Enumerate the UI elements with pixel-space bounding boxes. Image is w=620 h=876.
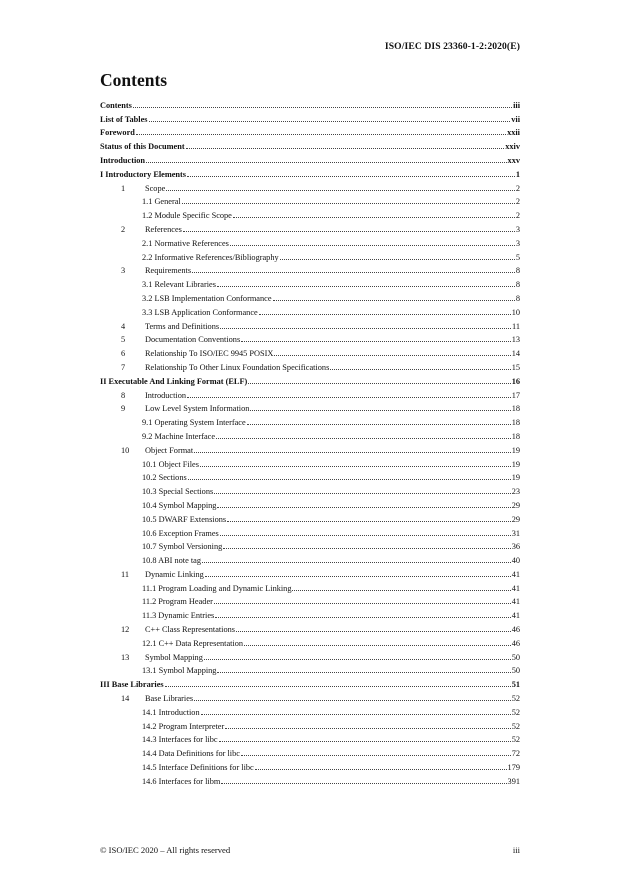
toc-entry[interactable] xyxy=(100,220,520,234)
toc-entry[interactable] xyxy=(100,262,520,276)
toc-entry-label: Scope xyxy=(145,183,166,193)
toc-entry-page: 2 xyxy=(515,197,520,207)
toc-entry[interactable] xyxy=(100,758,520,772)
toc-entry-page: 46 xyxy=(511,625,520,635)
toc-dot-leader xyxy=(255,769,507,770)
toc-dot-leader xyxy=(187,397,511,398)
toc-entry-label: 13.1 Symbol Mapping xyxy=(142,666,217,676)
toc-dot-leader xyxy=(201,714,511,715)
toc-entry-page: 179 xyxy=(507,763,520,773)
toc-entry-number: 4 xyxy=(121,321,126,331)
toc-dot-leader xyxy=(219,741,511,742)
toc-entry[interactable] xyxy=(100,703,520,717)
toc-entry-number: 9 xyxy=(121,404,126,414)
toc-entry-number: 2 xyxy=(121,224,126,234)
toc-entry[interactable] xyxy=(100,289,520,303)
toc-entry[interactable] xyxy=(100,358,520,372)
toc-dot-leader xyxy=(220,535,511,536)
toc-entry[interactable] xyxy=(100,524,520,538)
toc-entry[interactable] xyxy=(100,275,520,289)
toc-entry-page: 31 xyxy=(511,528,520,538)
document-id: ISO/IEC DIS 23360-1-2:2020(E) xyxy=(384,41,520,52)
toc-entry-page: 8 xyxy=(515,280,520,290)
toc-dot-leader xyxy=(136,134,506,135)
toc-dot-leader xyxy=(236,631,511,632)
toc-entry-label: 1.1 General xyxy=(142,197,181,207)
toc-entry-page: 18 xyxy=(511,431,520,441)
toc-entry-label: Requirements xyxy=(145,266,192,276)
toc-entry[interactable] xyxy=(100,441,520,455)
toc-entry[interactable] xyxy=(100,110,520,124)
toc-dot-leader xyxy=(194,700,511,701)
toc-entry-number: 12 xyxy=(121,625,130,635)
toc-entry-label: Symbol Mapping xyxy=(145,652,203,662)
toc-entry[interactable] xyxy=(100,675,520,689)
toc-entry-page: 41 xyxy=(511,597,520,607)
toc-dot-leader xyxy=(217,286,515,287)
toc-entry-label: 10.6 Exception Frames xyxy=(142,528,219,538)
toc-entry-page: 11 xyxy=(512,321,520,331)
toc-entry[interactable] xyxy=(100,689,520,703)
toc-entry-label: Dynamic Linking xyxy=(145,569,204,579)
toc-entry-page: 50 xyxy=(511,652,520,662)
toc-entry-label: 12.1 C++ Data Representation xyxy=(142,638,244,648)
toc-entry[interactable] xyxy=(100,248,520,262)
toc-entry-label: Introduction xyxy=(145,390,187,400)
toc-dot-leader xyxy=(188,479,511,480)
toc-entry[interactable] xyxy=(100,455,520,469)
toc-entry-number: 1 xyxy=(121,183,126,193)
toc-entry-label: Contents xyxy=(100,100,132,110)
toc-entry[interactable] xyxy=(100,662,520,676)
toc-entry[interactable] xyxy=(100,620,520,634)
toc-entry[interactable] xyxy=(100,579,520,593)
toc-entry-number: 13 xyxy=(121,652,130,662)
toc-entry-label: 10.5 DWARF Extensions xyxy=(142,514,227,524)
toc-entry[interactable] xyxy=(100,593,520,607)
toc-entry-page: 52 xyxy=(511,694,520,704)
toc-dot-leader xyxy=(194,452,511,453)
toc-entry[interactable] xyxy=(100,193,520,207)
toc-entry-label: III Base Libraries xyxy=(100,680,164,690)
toc-entry[interactable] xyxy=(100,400,520,414)
toc-entry-label: I Introductory Elements xyxy=(100,169,187,179)
toc-entry-label: 1.2 Module Specific Scope xyxy=(142,211,232,221)
toc-entry-page: 19 xyxy=(511,445,520,455)
toc-dot-leader xyxy=(133,107,512,108)
toc-dot-leader xyxy=(233,217,515,218)
toc-entry[interactable] xyxy=(100,538,520,552)
toc-entry[interactable] xyxy=(100,565,520,579)
toc-entry-label: List of Tables xyxy=(100,114,148,124)
toc-entry-label: Relationship To ISO/IEC 9945 POSIX xyxy=(145,349,274,359)
toc-entry-number: 11 xyxy=(121,569,129,579)
toc-dot-leader xyxy=(274,355,510,356)
toc-dot-leader xyxy=(330,369,510,370)
toc-entry-page: 2 xyxy=(515,211,520,221)
toc-entry-label: Low Level System Information xyxy=(145,404,250,414)
toc-entry-page: 52 xyxy=(511,707,520,717)
toc-entry-page: 8 xyxy=(515,266,520,276)
toc-dot-leader xyxy=(187,176,515,177)
toc-dot-leader xyxy=(248,383,510,384)
toc-entry-label: 10.2 Sections xyxy=(142,473,187,483)
toc-dot-leader xyxy=(217,672,510,673)
toc-entry[interactable] xyxy=(100,386,520,400)
toc-entry-label: 2.1 Normative References xyxy=(142,238,229,248)
toc-entry-label: 10.3 Special Sections xyxy=(142,487,214,497)
toc-dot-leader xyxy=(227,521,511,522)
toc-entry-page: 391 xyxy=(507,776,520,786)
toc-entry[interactable] xyxy=(100,124,520,138)
toc-dot-leader xyxy=(280,259,515,260)
toc-entry-label: Status of this Document xyxy=(100,142,185,152)
toc-entry-number: 14 xyxy=(121,694,130,704)
toc-dot-leader xyxy=(247,424,511,425)
toc-dot-leader xyxy=(259,314,511,315)
toc-dot-leader xyxy=(204,659,511,660)
toc-entry-page: 72 xyxy=(511,749,520,759)
toc-dot-leader xyxy=(182,203,515,204)
toc-entry-page: 51 xyxy=(511,680,520,690)
toc-entry-number: 7 xyxy=(121,362,126,372)
toc-entry-page: 46 xyxy=(511,638,520,648)
toc-dot-leader xyxy=(250,410,510,411)
toc-entry-page: 19 xyxy=(511,473,520,483)
toc-entry-page: xxv xyxy=(507,155,520,165)
toc-entry[interactable] xyxy=(100,317,520,331)
toc-entry[interactable] xyxy=(100,372,520,386)
toc-dot-leader xyxy=(220,328,511,329)
toc-entry-label: 10.1 Object Files xyxy=(142,459,199,469)
toc-entry[interactable] xyxy=(100,344,520,358)
toc-dot-leader xyxy=(200,466,511,467)
toc-entry-label: Terms and Definitions xyxy=(145,321,220,331)
toc-entry[interactable] xyxy=(100,427,520,441)
toc-entry[interactable] xyxy=(100,772,520,786)
page-title: Contents xyxy=(100,70,168,90)
toc-entry[interactable] xyxy=(100,496,520,510)
toc-dot-leader xyxy=(241,755,511,756)
toc-entry-label: 14.3 Interfaces for libc xyxy=(142,735,218,745)
toc-dot-leader xyxy=(166,190,515,191)
toc-dot-leader xyxy=(149,121,511,122)
toc-entry[interactable] xyxy=(100,469,520,483)
toc-entry-label: Relationship To Other Linux Foundation Specifications xyxy=(145,362,330,372)
toc-entry-label: 11.1 Program Loading and Dynamic Linking xyxy=(142,583,292,593)
toc-dot-leader xyxy=(202,562,511,563)
toc-entry-page: iii xyxy=(513,100,520,110)
toc-entry-page: 3 xyxy=(515,238,520,248)
toc-entry-label: 10.8 ABI note tag xyxy=(142,556,201,566)
toc-entry[interactable] xyxy=(100,303,520,317)
toc-dot-leader xyxy=(192,272,515,273)
page-footer xyxy=(100,845,520,855)
toc-entry[interactable] xyxy=(100,731,520,745)
toc-dot-leader xyxy=(183,231,515,232)
toc-dot-leader xyxy=(146,162,507,163)
toc-entry-label: 11.2 Program Header xyxy=(142,597,213,607)
toc-dot-leader xyxy=(165,686,511,687)
toc-entry-page: 52 xyxy=(511,735,520,745)
toc-entry-page: 5 xyxy=(515,252,520,262)
copyright-notice: © ISO/IEC 2020 – All rights reserved xyxy=(100,845,231,855)
toc-dot-leader xyxy=(186,148,505,149)
toc-entry[interactable] xyxy=(100,551,520,565)
toc-entry-label: Object Format xyxy=(145,445,194,455)
toc-entry-label: 9.2 Machine Interface xyxy=(142,431,216,441)
toc-entry[interactable] xyxy=(100,234,520,248)
toc-dot-leader xyxy=(230,245,515,246)
toc-dot-leader xyxy=(241,341,511,342)
toc-entry-label: References xyxy=(145,224,182,234)
toc-entry[interactable] xyxy=(100,137,520,151)
toc-entry-page: xxii xyxy=(507,128,520,138)
toc-dot-leader xyxy=(216,438,511,439)
toc-dot-leader xyxy=(273,300,515,301)
toc-entry-page: 1 xyxy=(515,169,520,179)
page-number: iii xyxy=(512,845,520,855)
toc-entry-label: II Executable And Linking Format (ELF) xyxy=(100,376,248,386)
toc-entry[interactable] xyxy=(100,648,520,662)
toc-entry-page: 52 xyxy=(511,721,520,731)
toc-entry-page: 41 xyxy=(511,611,520,621)
toc-dot-leader xyxy=(292,590,510,591)
toc-entry-page: 16 xyxy=(511,376,520,386)
toc-entry-label: Introduction xyxy=(100,155,146,165)
toc-entry-page: 17 xyxy=(511,390,520,400)
toc-dot-leader xyxy=(214,603,511,604)
toc-entry-page: 41 xyxy=(511,569,520,579)
toc-entry[interactable] xyxy=(100,482,520,496)
toc-entry-label: 14.4 Data Definitions for libc xyxy=(142,749,240,759)
toc-entry-number: 3 xyxy=(121,266,126,276)
toc-entry[interactable] xyxy=(100,151,520,165)
toc-entry-label: 3.1 Relevant Libraries xyxy=(142,280,216,290)
toc-entry[interactable] xyxy=(100,606,520,620)
toc-entry-page: 23 xyxy=(511,487,520,497)
toc-entry-label: C++ Class Representations xyxy=(145,625,236,635)
toc-entry-number: 8 xyxy=(121,390,126,400)
toc-entry-page: 8 xyxy=(515,293,520,303)
toc-entry[interactable] xyxy=(100,96,520,110)
toc-entry[interactable] xyxy=(100,331,520,345)
toc-entry-label: 10.7 Symbol Versioning xyxy=(142,542,223,552)
toc-entry-label: Foreword xyxy=(100,128,135,138)
toc-entry[interactable] xyxy=(100,634,520,648)
toc-entry-page: 36 xyxy=(511,542,520,552)
toc-entry-label: Base Libraries xyxy=(145,694,194,704)
toc-entry-label: 14.5 Interface Definitions for libc xyxy=(142,763,254,773)
toc-entry-page: 41 xyxy=(511,583,520,593)
toc-entry-label: 10.4 Symbol Mapping xyxy=(142,500,217,510)
toc-entry-label: 14.2 Program Interpreter xyxy=(142,721,225,731)
toc-entry-label: 11.3 Dynamic Entries xyxy=(142,611,215,621)
toc-entry-page: 14 xyxy=(511,349,520,359)
toc-dot-leader xyxy=(215,617,510,618)
toc-dot-leader xyxy=(225,728,510,729)
toc-dot-leader xyxy=(214,493,510,494)
toc-entry[interactable] xyxy=(100,165,520,179)
toc-entry-label: 3.2 LSB Implementation Conformance xyxy=(142,293,272,303)
toc-entry-page: 15 xyxy=(511,362,520,372)
toc-entry-page: 10 xyxy=(511,307,520,317)
toc-dot-leader xyxy=(205,576,511,577)
toc-entry-label: 14.6 Interfaces for libm xyxy=(142,776,221,786)
toc-entry-page: 18 xyxy=(511,404,520,414)
toc-entry-label: 14.1 Introduction xyxy=(142,707,200,717)
toc-entry-page: 19 xyxy=(511,459,520,469)
toc-entry-number: 5 xyxy=(121,335,126,345)
toc-entry-page: 29 xyxy=(511,500,520,510)
toc-entry-page: 13 xyxy=(511,335,520,345)
toc-entry-number: 10 xyxy=(121,445,130,455)
toc-dot-leader xyxy=(221,783,506,784)
toc-entry-page: 50 xyxy=(511,666,520,676)
toc-entry[interactable] xyxy=(100,413,520,427)
toc-entry-page: xxiv xyxy=(505,142,520,152)
toc-entry-label: 2.2 Informative References/Bibliography xyxy=(142,252,279,262)
toc-entry[interactable] xyxy=(100,717,520,731)
toc-entry-label: 9.1 Operating System Interface xyxy=(142,418,246,428)
toc-entry[interactable] xyxy=(100,179,520,193)
toc-entry[interactable] xyxy=(100,206,520,220)
toc-entry-label: Documentation Conventions xyxy=(145,335,241,345)
toc-entry[interactable] xyxy=(100,510,520,524)
toc-dot-leader xyxy=(217,507,510,508)
toc-dot-leader xyxy=(223,548,510,549)
toc-entry-label: 3.3 LSB Application Conformance xyxy=(142,307,258,317)
toc-entry-number: 6 xyxy=(121,349,126,359)
toc-entry-page: 18 xyxy=(511,418,520,428)
toc-entry-page: 3 xyxy=(515,224,520,234)
toc-entry-page: 29 xyxy=(511,514,520,524)
toc-entry-page: 40 xyxy=(511,556,520,566)
toc-dot-leader xyxy=(244,645,511,646)
toc-entry[interactable] xyxy=(100,744,520,758)
toc-entry-page: vii xyxy=(511,114,520,124)
table-of-contents xyxy=(100,96,520,786)
toc-entry-page: 2 xyxy=(515,183,520,193)
